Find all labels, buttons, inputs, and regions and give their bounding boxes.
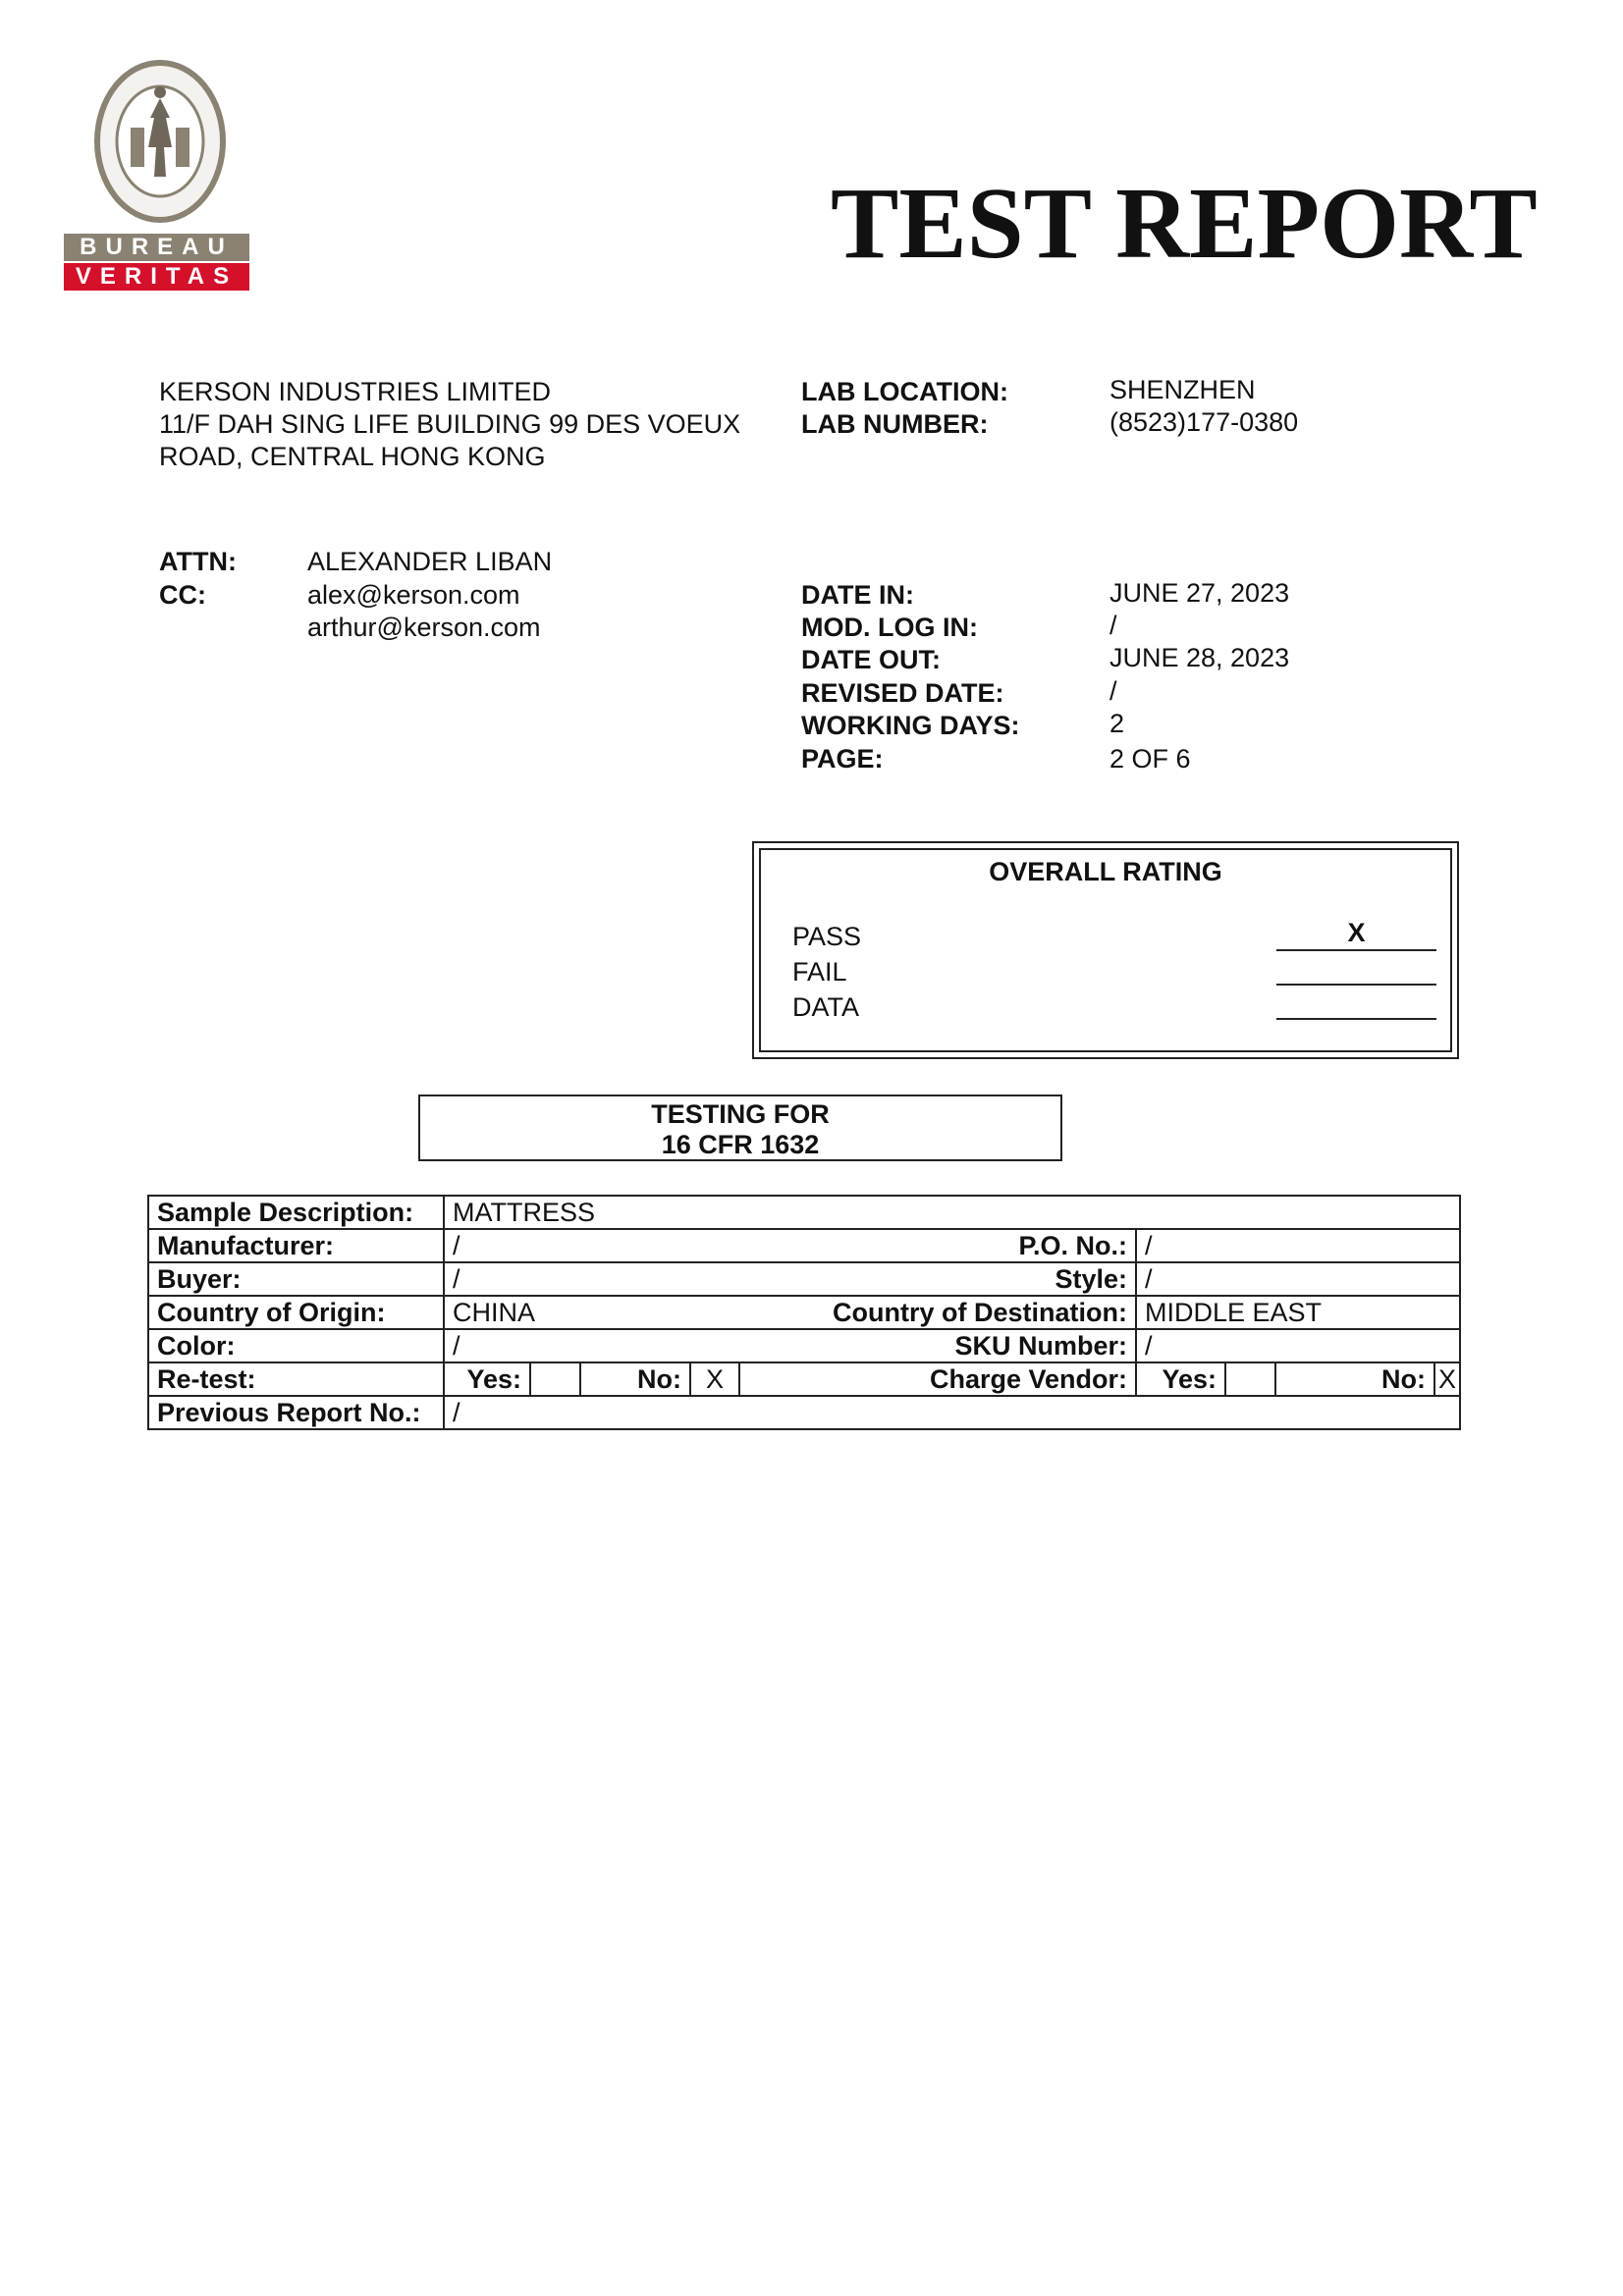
logo-band-bureau: BUREAU xyxy=(64,234,249,261)
page-value: 2 OF 6 xyxy=(1109,744,1191,774)
retest-no-label: No: xyxy=(580,1362,690,1396)
color-label: Color: xyxy=(148,1329,444,1362)
sample-description-label: Sample Description: xyxy=(148,1196,444,1229)
sample-info-table xyxy=(147,1195,1461,1430)
sample-description-value: MATTRESS xyxy=(444,1196,1460,1229)
retest-yes-label: Yes: xyxy=(444,1362,530,1396)
testing-standard: 16 CFR 1632 xyxy=(661,1130,820,1159)
revised-date-value: / xyxy=(1109,676,1117,706)
overall-rating-title: OVERALL RATING xyxy=(989,857,1222,886)
country-of-destination-label: Country of Destination: xyxy=(739,1296,1136,1329)
manufacturer-label: Manufacturer: xyxy=(148,1229,444,1262)
charge-no-label: No: xyxy=(1275,1362,1434,1396)
lab-location-value: SHENZHEN xyxy=(1109,375,1256,404)
style-value: / xyxy=(1136,1262,1460,1296)
lab-number-label: LAB NUMBER: xyxy=(801,409,989,439)
rating-data-label: DATA xyxy=(792,992,860,1022)
cc-label: CC: xyxy=(159,580,206,610)
retest-label: Re-test: xyxy=(148,1362,444,1396)
manufacturer-value: / xyxy=(444,1229,739,1262)
page-label: PAGE: xyxy=(801,744,884,774)
date-in-value: JUNE 27, 2023 xyxy=(1109,578,1290,608)
lab-location-label: LAB LOCATION: xyxy=(801,377,1008,406)
po-label: P.O. No.: xyxy=(739,1229,1136,1262)
client-address-line1: 11/F DAH SING LIFE BUILDING 99 DES VOEUX xyxy=(159,409,741,439)
bureau-veritas-seal xyxy=(93,59,227,224)
table-row xyxy=(148,1296,1460,1329)
rating-data-line xyxy=(1276,1018,1436,1020)
previous-report-label: Previous Report No.: xyxy=(148,1396,444,1429)
logo-band-veritas: VERITAS xyxy=(64,263,249,291)
table-row xyxy=(148,1329,1460,1362)
table-row xyxy=(148,1262,1460,1296)
charge-vendor-label: Charge Vendor: xyxy=(739,1362,1136,1396)
cc-email-1: alex@kerson.com xyxy=(307,580,520,610)
table-row xyxy=(148,1196,1460,1229)
table-row xyxy=(148,1229,1460,1262)
mod-log-in-value: / xyxy=(1109,611,1117,640)
rating-fail-line xyxy=(1276,984,1436,986)
rating-fail-label: FAIL xyxy=(792,957,847,987)
working-days-label: WORKING DAYS: xyxy=(801,711,1020,740)
mod-log-in-label: MOD. LOG IN: xyxy=(801,613,978,642)
retest-yes-box[interactable] xyxy=(530,1362,580,1396)
sku-label: SKU Number: xyxy=(739,1329,1136,1362)
attn-label: ATTN: xyxy=(159,547,237,576)
rating-pass-label: PASS xyxy=(792,922,862,951)
cc-email-2: arthur@kerson.com xyxy=(307,613,541,642)
previous-report-value: / xyxy=(444,1396,1460,1429)
buyer-value: / xyxy=(444,1262,739,1296)
style-label: Style: xyxy=(739,1262,1136,1296)
country-of-destination-value: MIDDLE EAST xyxy=(1136,1296,1460,1329)
charge-yes-label: Yes: xyxy=(1136,1362,1225,1396)
sku-value: / xyxy=(1136,1329,1460,1362)
country-of-origin-value: CHINA xyxy=(444,1296,739,1329)
working-days-value: 2 xyxy=(1109,709,1125,738)
country-of-origin-label: Country of Origin: xyxy=(148,1296,444,1329)
page-title: TEST REPORT xyxy=(831,167,1538,280)
attn-value: ALEXANDER LIBAN xyxy=(307,547,553,576)
testing-standard-box xyxy=(418,1095,1062,1161)
table-row xyxy=(148,1396,1460,1429)
table-row xyxy=(148,1362,1460,1396)
overall-rating-box xyxy=(752,841,1459,1059)
rating-pass-mark: X xyxy=(1347,918,1366,947)
buyer-label: Buyer: xyxy=(148,1262,444,1296)
client-address-line2: ROAD, CENTRAL HONG KONG xyxy=(159,442,546,471)
retest-no-box[interactable]: X xyxy=(690,1362,739,1396)
lab-number-value: (8523)177-0380 xyxy=(1109,407,1299,437)
rating-pass-line xyxy=(1276,949,1436,951)
date-out-value: JUNE 28, 2023 xyxy=(1109,643,1290,672)
testing-for-label: TESTING FOR xyxy=(651,1099,830,1129)
date-in-label: DATE IN: xyxy=(801,580,914,610)
charge-yes-box[interactable] xyxy=(1225,1362,1275,1396)
date-out-label: DATE OUT: xyxy=(801,645,941,674)
client-name: KERSON INDUSTRIES LIMITED xyxy=(159,377,552,406)
po-value: / xyxy=(1136,1229,1460,1262)
color-value: / xyxy=(444,1329,739,1362)
revised-date-label: REVISED DATE: xyxy=(801,678,1004,708)
charge-no-box[interactable]: X xyxy=(1434,1362,1460,1396)
